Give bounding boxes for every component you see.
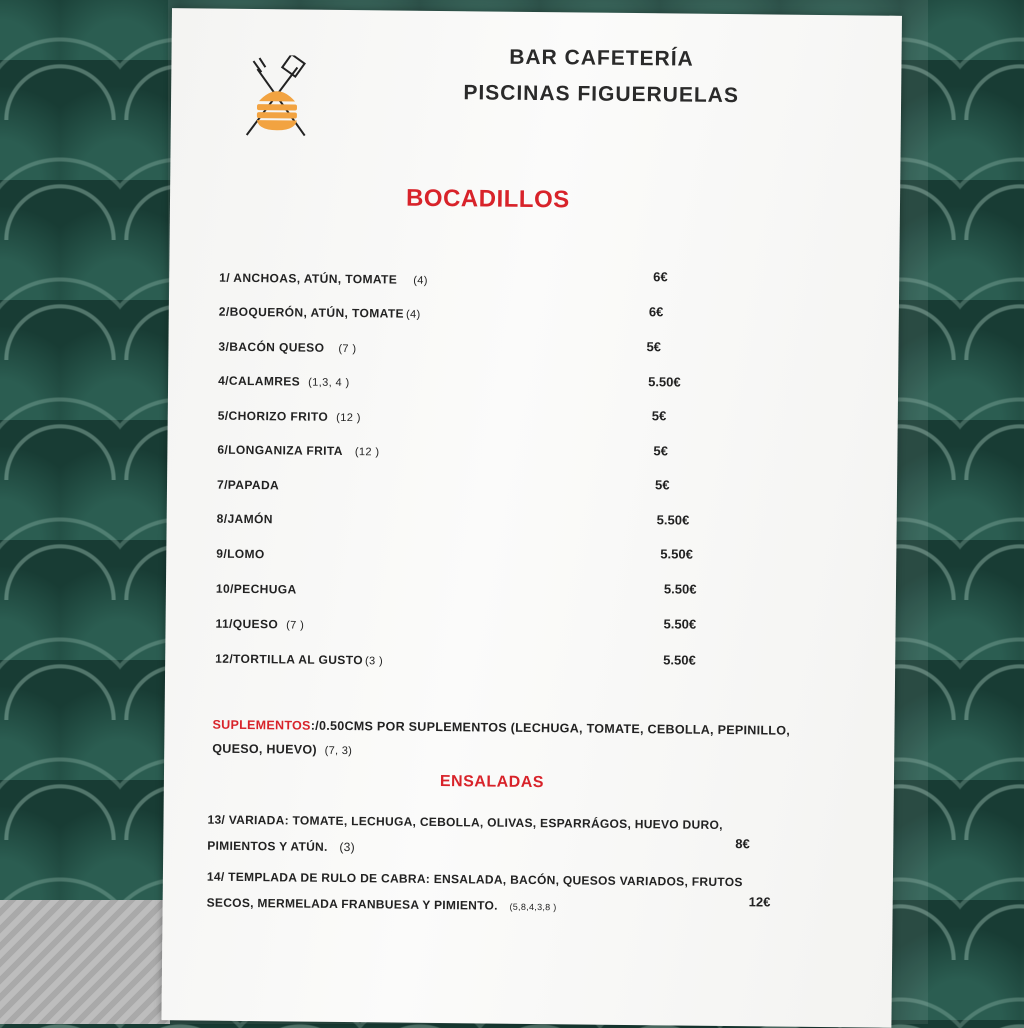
item-name: 3/BACÓN QUESO xyxy=(218,339,325,355)
menu-item xyxy=(218,409,361,424)
item-price: 5.50€ xyxy=(660,546,693,562)
menu-item xyxy=(217,443,379,459)
menu-item xyxy=(217,512,273,527)
item-allergens: (7 ) xyxy=(286,619,305,632)
salad-description: 14/ TEMPLADA DE RULO DE CABRA: ENSALADA, BACÓN, QUESOS VARIADOS, FRUTOS SECOS, MERMELADA FRANBUESA Y PIMIENTO. xyxy=(206,869,743,913)
item-name: 9/LOMO xyxy=(216,546,265,562)
item-name: 7/PAPADA xyxy=(216,477,280,493)
menu-item xyxy=(216,617,305,632)
item-allergens: (12 ) xyxy=(336,411,361,425)
item-allergens: (4) xyxy=(413,274,428,287)
menu-item xyxy=(218,340,356,355)
item-name: 1/ ANCHOAS, ATÚN, TOMATE xyxy=(219,270,398,287)
suplementos-allergens: (7, 3) xyxy=(324,744,353,758)
burger-grill-icon xyxy=(239,55,316,146)
item-price: 5€ xyxy=(646,339,662,355)
item-price: 5.50€ xyxy=(663,652,696,668)
item-price: 5€ xyxy=(651,408,667,424)
salad-allergens: (3) xyxy=(339,839,356,855)
item-name: 11/QUESO xyxy=(215,616,279,632)
menu-item xyxy=(215,652,383,668)
salad-item xyxy=(207,864,748,923)
item-price: 5€ xyxy=(653,443,668,459)
menu-item xyxy=(218,374,350,389)
menu-item xyxy=(216,582,297,597)
item-allergens: (3 ) xyxy=(364,655,384,668)
item-price: 5.50€ xyxy=(648,374,681,390)
item-price: 6€ xyxy=(648,304,664,320)
floor-background xyxy=(0,900,170,1024)
salad-price: 8€ xyxy=(735,836,750,852)
bar-name: BAR CAFETERÍA xyxy=(509,45,694,71)
menu-item xyxy=(219,305,421,321)
item-name: 4/CALAMRES xyxy=(218,373,301,389)
item-name: 5/CHORIZO FRITO xyxy=(217,408,329,424)
item-name: 8/JAMÓN xyxy=(216,511,273,527)
item-price: 5.50€ xyxy=(656,512,690,528)
item-allergens: (1,3, 4 ) xyxy=(308,376,350,390)
menu-item xyxy=(217,478,279,493)
item-price: 5€ xyxy=(654,477,670,493)
item-price: 5.50€ xyxy=(663,616,697,632)
salad-item xyxy=(207,807,788,865)
ensaladas-title: ENSALADAS xyxy=(439,773,545,792)
bocadillos-title: BOCADILLOS xyxy=(405,184,570,214)
item-name: 6/LONGANIZA FRITA xyxy=(217,442,343,458)
salad-allergens: (5,8,4,3,8 ) xyxy=(509,901,557,913)
salad-description: 13/ VARIADA: TOMATE, LECHUGA, CEBOLLA, OLIVAS, ESPARRÁGOS, HUEVO DURO, PIMIENTOS Y ATÚN. xyxy=(207,812,723,854)
item-price: 5.50€ xyxy=(663,581,697,597)
item-allergens: (4) xyxy=(405,308,421,321)
item-name: 10/PECHUGA xyxy=(215,581,297,597)
item-name: 2/BOQUERÓN, ATÚN, TOMATE xyxy=(218,304,405,321)
suplementos-label: SUPLEMENTOS xyxy=(212,717,311,733)
item-price: 6€ xyxy=(653,269,668,285)
menu-item xyxy=(219,271,428,287)
menu-sheet xyxy=(161,8,902,1028)
bar-location: PISCINAS FIGUERUELAS xyxy=(463,81,740,108)
suplementos-note xyxy=(212,713,812,768)
item-allergens: (7 ) xyxy=(338,342,357,356)
item-name: 12/TORTILLA AL GUSTO xyxy=(215,651,364,668)
item-allergens: (12 ) xyxy=(354,446,380,459)
menu-item xyxy=(216,547,265,562)
salad-price: 12€ xyxy=(748,894,771,910)
suplementos-text: :/0.50CMS POR SUPLEMENTOS (LECHUGA, TOMATE, CEBOLLA, PEPINILLO, QUESO, HUEVO) xyxy=(212,718,791,757)
